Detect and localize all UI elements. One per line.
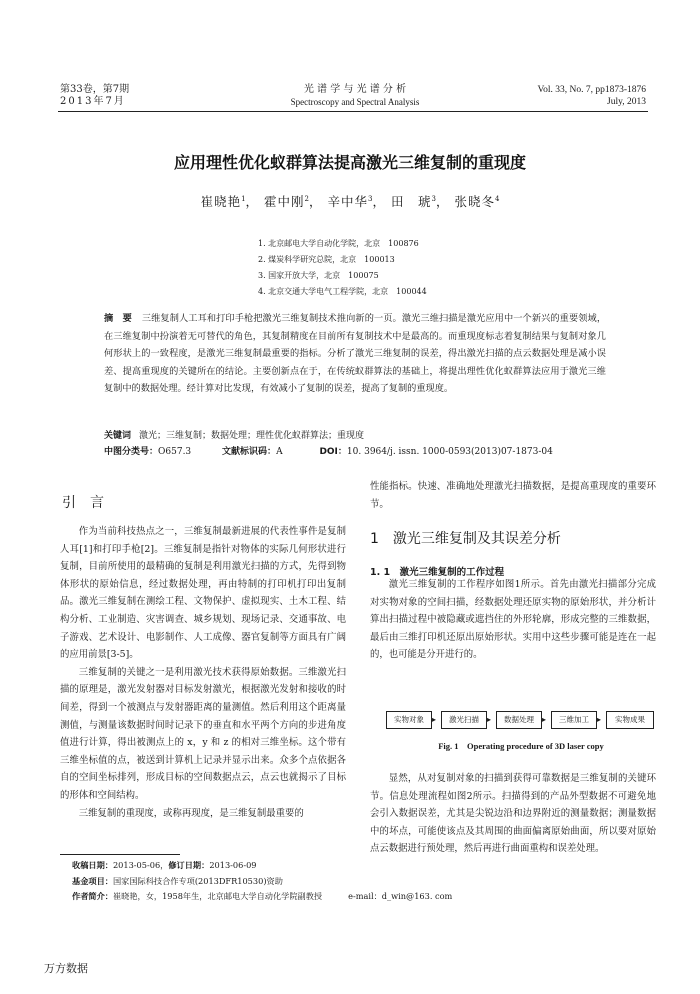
keywords bbox=[104, 428, 606, 444]
footnote-dates: 收稿日期：2013-05-06，修订日期：2013-06-09 bbox=[72, 860, 257, 870]
footnotes bbox=[72, 858, 652, 905]
keywords-text: 激光；三维复制；数据处理；理性优化蚁群算法；重现度 bbox=[139, 431, 365, 441]
author: 霍中刚$^2$ bbox=[264, 194, 310, 209]
flow-step-result: 实物成果 bbox=[606, 711, 654, 729]
flow-step-scan: 激光扫描 bbox=[441, 711, 487, 729]
header-date-en: July, 2013 bbox=[607, 97, 646, 107]
author: 辛中华$^3$ bbox=[327, 194, 373, 209]
doi-label: DOI： bbox=[319, 447, 347, 457]
section-1-title: 1 激光三维复制及其误差分析 bbox=[370, 531, 561, 547]
affiliation: 4. 北京交通大学电气工程学院，北京 100044 bbox=[258, 287, 427, 296]
flow-step-processing: 数据处理 bbox=[496, 711, 542, 729]
header-journal-cn: 光 谱 学 与 光 谱 分 析 bbox=[303, 84, 407, 95]
author: 崔晓艳$^1$ bbox=[200, 194, 246, 209]
footnote-author: 作者简介：崔晓艳，女，1958年生，北京邮电大学自动化学院副教授 e-mail：d_win@163. com bbox=[72, 891, 453, 901]
footnote-fund: 基金项目：国家国际科技合作专项(2013DFR10530)资助 bbox=[72, 875, 283, 886]
paper-title: 应用理性优化蚁群算法提高激光三维复制的重现度 bbox=[173, 153, 526, 172]
author-list: 崔晓艳$^1$， 霍中刚$^2$， 辛中华$^3$， 田 琥$^3$， 张晓冬$^4$ bbox=[200, 194, 500, 209]
figure-1-caption: Fig. 1 Operating procedure of 3D laser copy bbox=[438, 741, 604, 751]
intro-paragraph-1: 作为当前科技热点之一，三维复制最新进展的代表性事件是复制人耳[1]和打印手枪[2]。三维复制是指针对物体的实际几何形状进行复制，目前所使用的最精确的复制是利用激光扫描的方式，先得到物体形状的原始信息，经过数据处理，再由特制的打印机打印出复制品。激光三维复制在测绘工程、文物保护、虚拟现实、土木工程、结构分析、工业制造、灾害调查、城乡规划、现场记录、交通事故、电子游戏、艺术设计、电影制作、人工成像、器官复制等方面具有广阔的应用前景[3-5]。 bbox=[60, 526, 346, 661]
abstract-label: 摘 要 bbox=[104, 313, 132, 324]
affiliation-list bbox=[258, 236, 427, 300]
right-column-para-1 bbox=[370, 576, 656, 664]
figure-1-flowchart bbox=[386, 711, 656, 729]
affiliation: 1. 北京邮电大学自动化学院，北京 100876 bbox=[258, 239, 419, 248]
intro-paragraph-2: 三维复制的关键之一是利用激光技术获得原始数据。三维激光扫描的原理是，激光发射器对目标发射激光，根据激光发射和接收的时间差，得到一个被测点与发射器距离的量测值。然后利用这个距离量测值，与测量该数据时间时记录下的垂直和水平两个方向的步进角度值进行计算，得出被测点上的 x，y 和 z 的相对三维坐标。这个带有三维坐标值的点，被送到计算机上记录并显示出来。众多个点依据各自的空间坐标排列，形成目标的空间数据点云，点云也就揭示了目标的形体和空间结构。 bbox=[60, 666, 346, 801]
footnote-rule bbox=[60, 854, 180, 855]
clc-label: 中图分类号： bbox=[104, 447, 159, 457]
header-volume-cn: 第33卷，第7期 bbox=[60, 84, 130, 95]
abstract-text: 三维复制人工耳和打印手枪把激光三维复制技术推向新的一页。激光三维扫描是激光应用中一个新兴的重要领域，在三维复制中扮演着无可替代的角色，其复制精度在目前所有复制技术中是最高的。而重现度标志着复制结果与复制对象几何形状上的一致程度，是激光三维复制最重要的指标。分析了激光三维复制的误差，得出激光扫描的点云数据处理是减小误差、提高重现度的关键所在的结论。主要创新点在于，在传统蚁群算法的基础上，将提出理性优化蚁群算法应用于激光三维复制中的数据处理。经计算对比发现，有效减小了复制的误差，提高了复制的重现度。 bbox=[104, 313, 607, 395]
affiliation: 3. 国家开放大学，北京 100075 bbox=[258, 271, 379, 280]
header-volume-en: Vol. 33, No. 7, pp1873-1876 bbox=[537, 85, 646, 95]
keywords-label: 关键词 bbox=[104, 431, 132, 441]
flow-arrow-icon: ▸ bbox=[542, 715, 547, 724]
header-date-cn: 2013年7月 bbox=[60, 96, 126, 107]
doc-code-label: 文献标识码： bbox=[222, 447, 277, 457]
affiliation: 2. 煤炭科学研究总院，北京 100013 bbox=[258, 255, 395, 264]
flow-arrow-icon: ▸ bbox=[597, 715, 602, 724]
doc-code-value: A bbox=[276, 447, 283, 457]
classification-line bbox=[104, 444, 624, 460]
right-column-top bbox=[370, 478, 656, 513]
right-column-para-2 bbox=[370, 770, 656, 858]
section-introduction-title: 引 言 bbox=[62, 495, 104, 511]
doi-value: 10. 3964/j. issn. 1000-0593(2013)07-1873-04 bbox=[346, 447, 553, 457]
abstract bbox=[104, 310, 606, 398]
subsection-1-1-title: 1. 1 激光三维复制的工作过程 bbox=[370, 567, 505, 578]
header-rule bbox=[58, 111, 648, 112]
left-column bbox=[60, 523, 346, 822]
section-1-paragraph-1: 激光三维复制的工作程序如图1所示。首先由激光扫描部分完成对实物对象的空间扫描，经数据处理还原实物的原始形状，并分析计算出扫描过程中被隐藏或遮挡住的外形轮廓，形成完整的三维数据，最后由三维打印机还原出原始形状。实用中这些步骤可能是连在一起的，也可能是分开进行的。 bbox=[370, 579, 656, 661]
author-email: e-mail：d_win@163. com bbox=[348, 891, 453, 901]
flow-arrow-icon: ▸ bbox=[432, 715, 437, 724]
flow-arrow-icon: ▸ bbox=[487, 715, 492, 724]
section-1-paragraph-2: 显然，从对复制对象的扫描到获得可靠数据是三维复制的关键环节。信息处理流程如图2所示。扫描得到的产品外型数据不可避免地会引入数据误差，尤其是尖锐边沿和边界附近的测量数据；测量数据中的坏点，可能使该点及其周围的曲面偏离原始曲面，所以要对原始点云数据进行预处理，然后再进行曲面重构和误差处理。 bbox=[370, 773, 656, 855]
author: 张晓冬$^4$ bbox=[454, 194, 500, 209]
watermark-wanfang: 万方数据 bbox=[44, 962, 88, 975]
continuation-text: 性能指标。快速、准确地处理激光扫描数据，是提高重现度的重要环节。 bbox=[370, 481, 656, 510]
author: 田 琥$^3$ bbox=[390, 194, 436, 209]
flow-step-machining: 三维加工 bbox=[551, 711, 597, 729]
intro-paragraph-3: 三维复制的重现度，或称再现度，是三维复制最重要的 bbox=[78, 807, 304, 819]
header-journal-en: Spectroscopy and Spectral Analysis bbox=[290, 97, 420, 107]
clc-value: O657.3 bbox=[158, 447, 192, 457]
flow-step-object: 实物对象 bbox=[386, 711, 432, 729]
